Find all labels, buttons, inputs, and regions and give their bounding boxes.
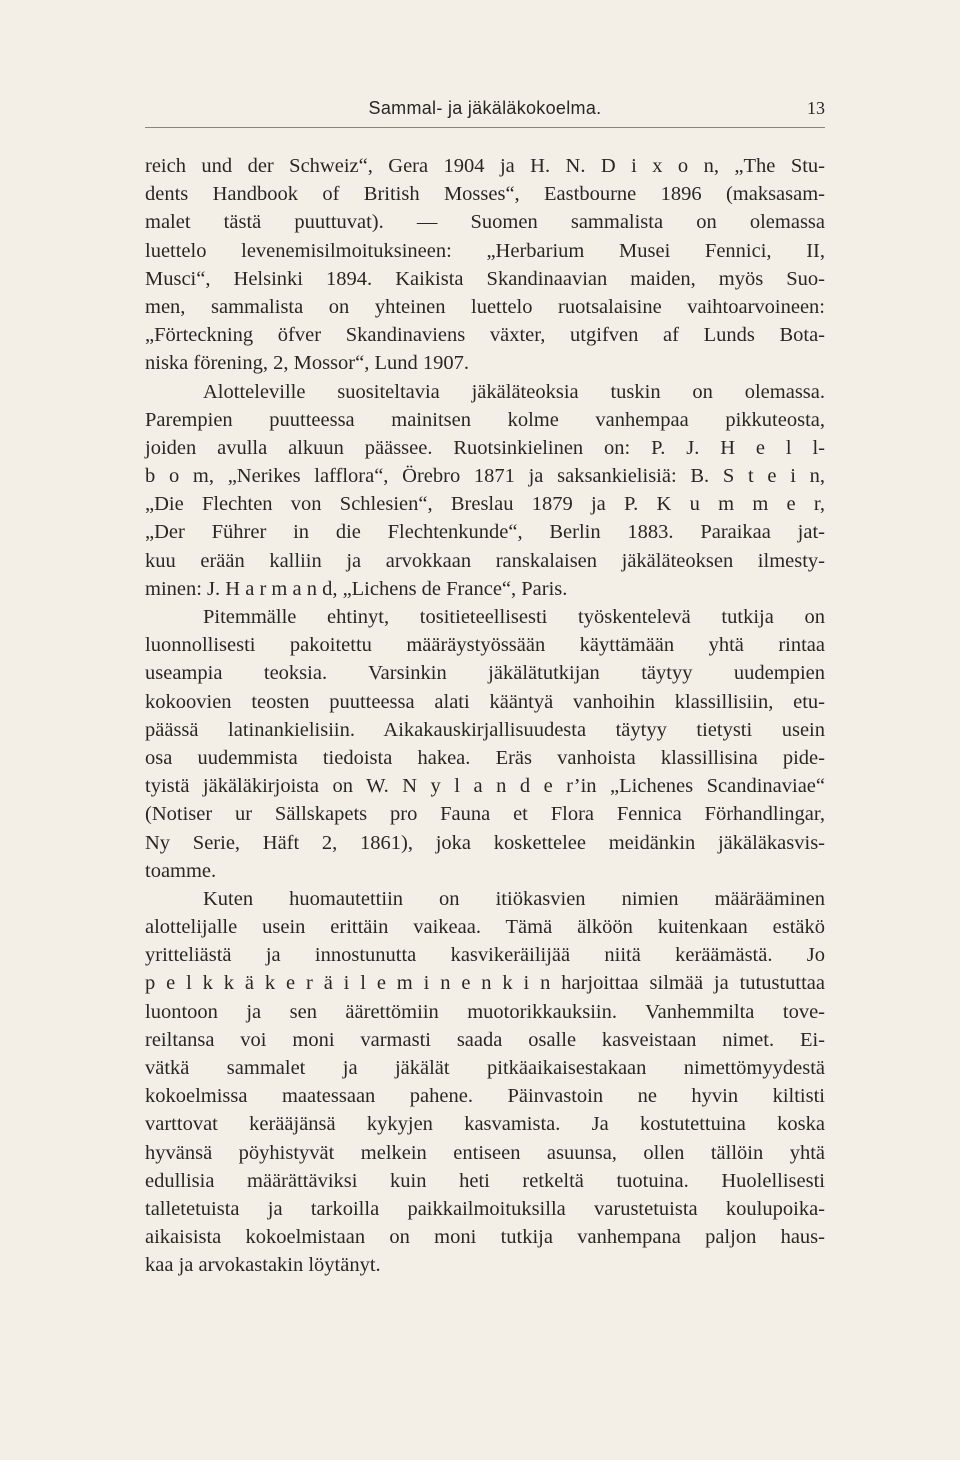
- text-line: joiden avulla alkuun päässee. Ruotsinkielinen on: P. J. H e l l-: [145, 436, 825, 459]
- text-line: Ny Serie, Häft 2, 1861), joka koskettelee meidänkin jäkäläkasvis-: [145, 831, 825, 854]
- text-line: Kuten huomautettiin on itiökasvien nimien määrääminen: [203, 887, 825, 910]
- text-line: kokoovien teosten puutteessa alati kääntyä vanhoihin klassillisiin, etu-: [145, 690, 825, 713]
- text-line: kuu erään kalliin ja arvokkaan ranskalaisen jäkäläteoksen ilmesty-: [145, 549, 825, 572]
- text-line: luonnollisesti pakoitettu määräystyössään käyttämään yhtä rintaa: [145, 634, 825, 657]
- body-text: [145, 152, 825, 1280]
- text-line: luontoon ja sen äärettömiin muotorikkauksiin. Vanhemmilta tove-: [145, 1000, 825, 1023]
- text-line: b o m, „Nerikes lafflora“, Örebro 1871 ja saksankielisiä: B. S t e i n,: [145, 465, 825, 488]
- text-line: toamme.: [145, 859, 217, 882]
- text-line: (Notiser ur Sällskapets pro Fauna et Flora Fennica Förhandlingar,: [145, 803, 825, 826]
- text-line: „Förteckning öfver Skandinaviens växter, utgifven af Lunds Bota-: [145, 324, 825, 347]
- text-line: useampia teoksia. Varsinkin jäkälätutkijan täytyy uudempien: [145, 662, 825, 685]
- text-line: dents Handbook of British Mosses“, Eastbourne 1896 (maksasam-: [145, 183, 825, 206]
- text-line: reich und der Schweiz“, Gera 1904 ja H. N. D i x o n, „The Stu-: [145, 155, 825, 177]
- text-line: varttovat kerääjänsä kykyjen kasvamista. Ja kostutettuina koska: [145, 1113, 825, 1136]
- text-line: p e l k k ä k e r ä i l e m i n e n k i n harjoittaa silmää ja tutustuttaa: [145, 972, 825, 995]
- text-line: aikaisista kokoelmistaan on moni tutkija vanhempana paljon haus-: [145, 1226, 825, 1249]
- text-line: alottelijalle usein erittäin vaikeaa. Tämä älköön kuitenkaan estäkö: [145, 916, 825, 939]
- text-line: „Die Flechten von Schlesien“, Breslau 1879 ja P. K u m m e r,: [145, 493, 825, 516]
- text-line: päässä latinankielisiin. Aikakauskirjallisuudesta täytyy tietysti usein: [145, 718, 825, 741]
- header-rule: [145, 127, 825, 128]
- text-line: niska förening, 2, Mossor“, Lund 1907.: [145, 352, 469, 375]
- text-line: kokoelmissa maatessaan pahene. Päinvastoin ne hyvin kiltisti: [145, 1085, 825, 1108]
- text-line: edullisia määrättäviksi kuin heti retkeltä tuotuina. Huolellisesti: [145, 1169, 825, 1192]
- text-line: tyistä jäkäläkirjoista on W. N y l a n d e r’in „Lichenes Scandinaviae“: [145, 775, 825, 798]
- text-line: hyvänsä pöyhistyvät melkein entiseen asuunsa, ollen tällöin yhtä: [145, 1141, 825, 1164]
- text-line: men, sammalista on yhteinen luettelo ruotsalaisine vaihtoarvoineen:: [145, 295, 825, 318]
- text-line: Alotteleville suositeltavia jäkäläteoksia tuskin on olemassa.: [203, 380, 825, 403]
- text-line: talletetuista ja tarkoilla paikkailmoituksilla varustetuista koulupoika-: [145, 1197, 825, 1220]
- page-header: [145, 96, 825, 126]
- text-line: minen: J. H a r m a n d, „Lichens de France“, Paris.: [145, 577, 568, 600]
- text-line: osa uudemmista tiedoista hakea. Eräs vanhoista klassillisina pide-: [145, 746, 825, 769]
- text-line: Parempien puutteessa mainitsen kolme vanhempaa pikkuteosta,: [145, 408, 825, 431]
- text-line: „Der Führer in die Flechtenkunde“, Berlin 1883. Paraikaa jat-: [145, 521, 825, 544]
- text-line: Musci“, Helsinki 1894. Kaikista Skandinaavian maiden, myös Suo-: [145, 267, 825, 290]
- text-line: kaa ja arvokastakin löytänyt.: [145, 1254, 381, 1277]
- running-title: Sammal- ja jäkäläkokoelma.: [368, 98, 602, 118]
- text-line: malet tästä puuttuvat). — Suomen sammalista on olemassa: [145, 211, 825, 234]
- text-line: vätkä sammalet ja jäkälät pitkäaikaisestakaan nimettömyydestä: [145, 1057, 825, 1079]
- text-line: luettelo levenemisilmoituksineen: „Herbarium Musei Fennici, II,: [145, 239, 825, 262]
- text-line: yritteliästä ja innostunutta kasvikeräilijää niitä keräämästä. Jo: [145, 944, 825, 967]
- text-line: reiltansa voi moni varmasti saada osalle kasveistaan nimet. Ei-: [145, 1028, 825, 1051]
- text-line: Pitemmälle ehtinyt, tositieteellisesti työskentelevä tutkija on: [203, 606, 825, 628]
- page-number: 13: [807, 98, 825, 118]
